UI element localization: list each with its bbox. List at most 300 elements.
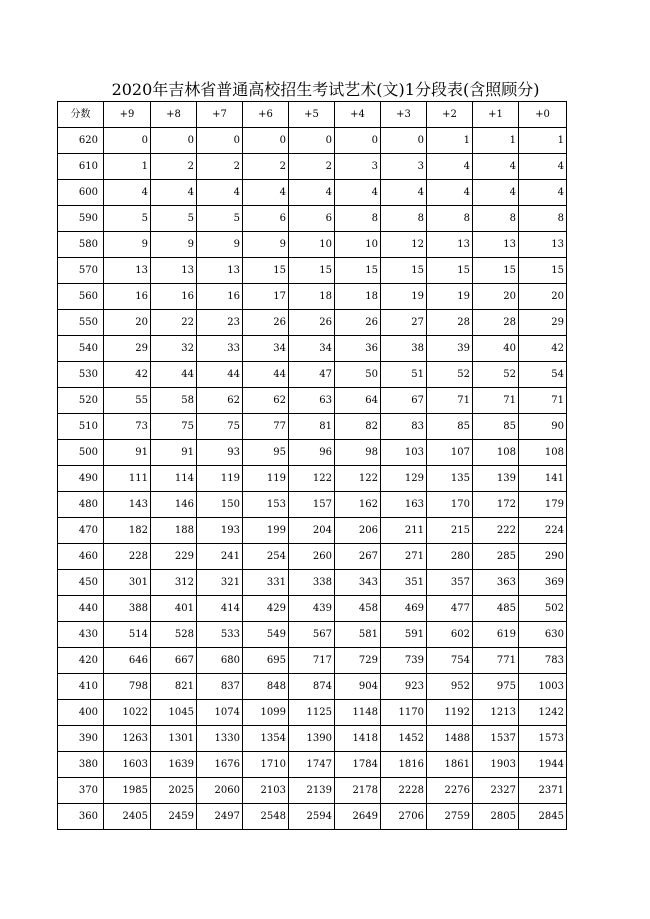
count-cell: 533 <box>197 622 243 648</box>
count-cell: 8 <box>473 206 519 232</box>
count-cell: 15 <box>427 258 473 284</box>
count-cell: 9 <box>197 232 243 258</box>
count-cell: 50 <box>335 362 381 388</box>
count-cell: 52 <box>473 362 519 388</box>
column-header-offset: +2 <box>427 102 473 128</box>
table-row <box>58 570 567 596</box>
count-cell: 783 <box>519 648 567 674</box>
count-cell: 848 <box>243 674 289 700</box>
count-cell: 62 <box>243 388 289 414</box>
count-cell: 567 <box>289 622 335 648</box>
table-row <box>58 622 567 648</box>
count-cell: 429 <box>243 596 289 622</box>
table-row <box>58 154 567 180</box>
count-cell: 729 <box>335 648 381 674</box>
count-cell: 26 <box>243 310 289 336</box>
count-cell: 338 <box>289 570 335 596</box>
table-row <box>58 232 567 258</box>
count-cell: 2060 <box>197 778 243 804</box>
count-cell: 1242 <box>519 700 567 726</box>
count-cell: 528 <box>151 622 197 648</box>
count-cell: 821 <box>151 674 197 700</box>
count-cell: 3 <box>381 154 427 180</box>
table-row <box>58 336 567 362</box>
score-cell: 440 <box>58 596 104 622</box>
count-cell: 581 <box>335 622 381 648</box>
score-cell: 450 <box>58 570 104 596</box>
count-cell: 280 <box>427 544 473 570</box>
column-header-offset: +8 <box>151 102 197 128</box>
table-row <box>58 804 567 830</box>
count-cell: 837 <box>197 674 243 700</box>
count-cell: 51 <box>381 362 427 388</box>
score-cell: 510 <box>58 414 104 440</box>
count-cell: 0 <box>335 128 381 154</box>
count-cell: 4 <box>427 180 473 206</box>
count-cell: 975 <box>473 674 519 700</box>
count-cell: 15 <box>519 258 567 284</box>
count-cell: 13 <box>197 258 243 284</box>
count-cell: 222 <box>473 518 519 544</box>
score-cell: 580 <box>58 232 104 258</box>
column-header-offset: +7 <box>197 102 243 128</box>
count-cell: 0 <box>104 128 151 154</box>
column-header-offset: +5 <box>289 102 335 128</box>
count-cell: 6 <box>289 206 335 232</box>
count-cell: 4 <box>243 180 289 206</box>
count-cell: 1985 <box>104 778 151 804</box>
count-cell: 2 <box>289 154 335 180</box>
count-cell: 2276 <box>427 778 473 804</box>
count-cell: 4 <box>473 180 519 206</box>
count-cell: 8 <box>381 206 427 232</box>
count-cell: 64 <box>335 388 381 414</box>
count-cell: 502 <box>519 596 567 622</box>
count-cell: 13 <box>427 232 473 258</box>
score-cell: 600 <box>58 180 104 206</box>
count-cell: 477 <box>427 596 473 622</box>
count-cell: 4 <box>104 180 151 206</box>
count-cell: 13 <box>473 232 519 258</box>
count-cell: 1022 <box>104 700 151 726</box>
column-header-offset: +4 <box>335 102 381 128</box>
column-header-offset: +1 <box>473 102 519 128</box>
table-row <box>58 388 567 414</box>
count-cell: 15 <box>335 258 381 284</box>
count-cell: 469 <box>381 596 427 622</box>
count-cell: 630 <box>519 622 567 648</box>
count-cell: 71 <box>519 388 567 414</box>
table-row <box>58 778 567 804</box>
score-cell: 400 <box>58 700 104 726</box>
count-cell: 44 <box>197 362 243 388</box>
count-cell: 0 <box>289 128 335 154</box>
count-cell: 1603 <box>104 752 151 778</box>
count-cell: 39 <box>427 336 473 362</box>
count-cell: 2497 <box>197 804 243 830</box>
column-header-score: 分数 <box>58 102 104 128</box>
count-cell: 90 <box>519 414 567 440</box>
score-cell: 380 <box>58 752 104 778</box>
table-row <box>58 414 567 440</box>
count-cell: 81 <box>289 414 335 440</box>
count-cell: 8 <box>427 206 473 232</box>
table-row <box>58 466 567 492</box>
count-cell: 485 <box>473 596 519 622</box>
count-cell: 141 <box>519 466 567 492</box>
count-cell: 2327 <box>473 778 519 804</box>
score-cell: 390 <box>58 726 104 752</box>
table-row <box>58 674 567 700</box>
count-cell: 2845 <box>519 804 567 830</box>
count-cell: 1354 <box>243 726 289 752</box>
score-cell: 410 <box>58 674 104 700</box>
count-cell: 1816 <box>381 752 427 778</box>
count-cell: 1537 <box>473 726 519 752</box>
count-cell: 1418 <box>335 726 381 752</box>
score-cell: 490 <box>58 466 104 492</box>
count-cell: 42 <box>104 362 151 388</box>
count-cell: 1 <box>104 154 151 180</box>
count-cell: 26 <box>289 310 335 336</box>
count-cell: 1390 <box>289 726 335 752</box>
count-cell: 1170 <box>381 700 427 726</box>
score-cell: 370 <box>58 778 104 804</box>
count-cell: 15 <box>473 258 519 284</box>
count-cell: 111 <box>104 466 151 492</box>
count-cell: 32 <box>151 336 197 362</box>
count-cell: 199 <box>243 518 289 544</box>
count-cell: 10 <box>335 232 381 258</box>
column-header-offset: +3 <box>381 102 427 128</box>
count-cell: 119 <box>243 466 289 492</box>
count-cell: 19 <box>381 284 427 310</box>
count-cell: 83 <box>381 414 427 440</box>
count-cell: 6 <box>243 206 289 232</box>
count-cell: 122 <box>335 466 381 492</box>
count-cell: 1213 <box>473 700 519 726</box>
score-cell: 420 <box>58 648 104 674</box>
count-cell: 369 <box>519 570 567 596</box>
count-cell: 923 <box>381 674 427 700</box>
count-cell: 514 <box>104 622 151 648</box>
count-cell: 874 <box>289 674 335 700</box>
count-cell: 0 <box>151 128 197 154</box>
count-cell: 146 <box>151 492 197 518</box>
count-cell: 139 <box>473 466 519 492</box>
count-cell: 2649 <box>335 804 381 830</box>
count-cell: 2459 <box>151 804 197 830</box>
count-cell: 36 <box>335 336 381 362</box>
table-row <box>58 544 567 570</box>
count-cell: 82 <box>335 414 381 440</box>
count-cell: 4 <box>427 154 473 180</box>
table-row <box>58 362 567 388</box>
count-cell: 170 <box>427 492 473 518</box>
count-cell: 103 <box>381 440 427 466</box>
count-cell: 754 <box>427 648 473 674</box>
count-cell: 129 <box>381 466 427 492</box>
count-cell: 798 <box>104 674 151 700</box>
score-cell: 530 <box>58 362 104 388</box>
count-cell: 13 <box>519 232 567 258</box>
table-row <box>58 310 567 336</box>
count-cell: 228 <box>104 544 151 570</box>
count-cell: 2548 <box>243 804 289 830</box>
count-cell: 13 <box>151 258 197 284</box>
count-cell: 4 <box>519 180 567 206</box>
table-row <box>58 180 567 206</box>
count-cell: 229 <box>151 544 197 570</box>
count-cell: 0 <box>197 128 243 154</box>
count-cell: 179 <box>519 492 567 518</box>
count-cell: 13 <box>104 258 151 284</box>
count-cell: 16 <box>104 284 151 310</box>
count-cell: 363 <box>473 570 519 596</box>
count-cell: 143 <box>104 492 151 518</box>
count-cell: 211 <box>381 518 427 544</box>
count-cell: 108 <box>519 440 567 466</box>
count-cell: 162 <box>335 492 381 518</box>
count-cell: 38 <box>381 336 427 362</box>
count-cell: 22 <box>151 310 197 336</box>
table-row <box>58 206 567 232</box>
table-row <box>58 492 567 518</box>
table-row <box>58 258 567 284</box>
count-cell: 351 <box>381 570 427 596</box>
count-cell: 12 <box>381 232 427 258</box>
count-cell: 1747 <box>289 752 335 778</box>
count-cell: 157 <box>289 492 335 518</box>
count-cell: 4 <box>381 180 427 206</box>
count-cell: 1330 <box>197 726 243 752</box>
count-cell: 73 <box>104 414 151 440</box>
table-row <box>58 518 567 544</box>
score-cell: 620 <box>58 128 104 154</box>
count-cell: 62 <box>197 388 243 414</box>
count-cell: 27 <box>381 310 427 336</box>
count-cell: 1 <box>519 128 567 154</box>
count-cell: 42 <box>519 336 567 362</box>
count-cell: 1861 <box>427 752 473 778</box>
count-cell: 4 <box>151 180 197 206</box>
count-cell: 739 <box>381 648 427 674</box>
count-cell: 71 <box>473 388 519 414</box>
count-cell: 1944 <box>519 752 567 778</box>
count-cell: 52 <box>427 362 473 388</box>
table-row <box>58 700 567 726</box>
score-cell: 540 <box>58 336 104 362</box>
count-cell: 23 <box>197 310 243 336</box>
count-cell: 16 <box>197 284 243 310</box>
count-cell: 91 <box>151 440 197 466</box>
count-cell: 119 <box>197 466 243 492</box>
table-row <box>58 648 567 674</box>
table-row <box>58 440 567 466</box>
count-cell: 591 <box>381 622 427 648</box>
count-cell: 34 <box>289 336 335 362</box>
count-cell: 4 <box>519 154 567 180</box>
count-cell: 114 <box>151 466 197 492</box>
score-cell: 590 <box>58 206 104 232</box>
count-cell: 95 <box>243 440 289 466</box>
count-cell: 695 <box>243 648 289 674</box>
count-cell: 17 <box>243 284 289 310</box>
count-cell: 1903 <box>473 752 519 778</box>
table-body <box>58 128 567 830</box>
count-cell: 153 <box>243 492 289 518</box>
count-cell: 47 <box>289 362 335 388</box>
count-cell: 5 <box>104 206 151 232</box>
count-cell: 44 <box>243 362 289 388</box>
count-cell: 1639 <box>151 752 197 778</box>
count-cell: 2805 <box>473 804 519 830</box>
count-cell: 4 <box>473 154 519 180</box>
count-cell: 458 <box>335 596 381 622</box>
count-cell: 26 <box>335 310 381 336</box>
count-cell: 549 <box>243 622 289 648</box>
count-cell: 301 <box>104 570 151 596</box>
count-cell: 2706 <box>381 804 427 830</box>
count-cell: 388 <box>104 596 151 622</box>
count-cell: 4 <box>335 180 381 206</box>
count-cell: 16 <box>151 284 197 310</box>
table-row <box>58 596 567 622</box>
count-cell: 54 <box>519 362 567 388</box>
score-cell: 550 <box>58 310 104 336</box>
count-cell: 401 <box>151 596 197 622</box>
count-cell: 8 <box>335 206 381 232</box>
count-cell: 0 <box>381 128 427 154</box>
column-header-offset: +9 <box>104 102 151 128</box>
score-cell: 470 <box>58 518 104 544</box>
count-cell: 312 <box>151 570 197 596</box>
count-cell: 285 <box>473 544 519 570</box>
count-cell: 15 <box>289 258 335 284</box>
count-cell: 75 <box>151 414 197 440</box>
count-cell: 135 <box>427 466 473 492</box>
column-header-offset: +0 <box>519 102 567 128</box>
count-cell: 33 <box>197 336 243 362</box>
count-cell: 904 <box>335 674 381 700</box>
table-row <box>58 726 567 752</box>
column-header-offset: +6 <box>243 102 289 128</box>
count-cell: 260 <box>289 544 335 570</box>
count-cell: 321 <box>197 570 243 596</box>
count-cell: 5 <box>197 206 243 232</box>
count-cell: 98 <box>335 440 381 466</box>
count-cell: 19 <box>427 284 473 310</box>
count-cell: 290 <box>519 544 567 570</box>
count-cell: 1573 <box>519 726 567 752</box>
count-cell: 1 <box>473 128 519 154</box>
count-cell: 55 <box>104 388 151 414</box>
count-cell: 20 <box>519 284 567 310</box>
score-cell: 500 <box>58 440 104 466</box>
count-cell: 2759 <box>427 804 473 830</box>
count-cell: 18 <box>289 284 335 310</box>
count-cell: 172 <box>473 492 519 518</box>
count-cell: 667 <box>151 648 197 674</box>
count-cell: 646 <box>104 648 151 674</box>
count-cell: 1074 <box>197 700 243 726</box>
count-cell: 1263 <box>104 726 151 752</box>
count-cell: 1488 <box>427 726 473 752</box>
count-cell: 267 <box>335 544 381 570</box>
header-row <box>58 102 567 128</box>
count-cell: 58 <box>151 388 197 414</box>
score-cell: 460 <box>58 544 104 570</box>
count-cell: 1003 <box>519 674 567 700</box>
count-cell: 1148 <box>335 700 381 726</box>
count-cell: 67 <box>381 388 427 414</box>
count-cell: 96 <box>289 440 335 466</box>
count-cell: 0 <box>243 128 289 154</box>
score-cell: 570 <box>58 258 104 284</box>
count-cell: 206 <box>335 518 381 544</box>
count-cell: 2178 <box>335 778 381 804</box>
count-cell: 28 <box>473 310 519 336</box>
count-cell: 241 <box>197 544 243 570</box>
count-cell: 952 <box>427 674 473 700</box>
count-cell: 1676 <box>197 752 243 778</box>
count-cell: 2 <box>243 154 289 180</box>
count-cell: 15 <box>381 258 427 284</box>
score-cell: 610 <box>58 154 104 180</box>
count-cell: 2 <box>197 154 243 180</box>
count-cell: 9 <box>243 232 289 258</box>
count-cell: 357 <box>427 570 473 596</box>
count-cell: 680 <box>197 648 243 674</box>
count-cell: 71 <box>427 388 473 414</box>
count-cell: 75 <box>197 414 243 440</box>
count-cell: 619 <box>473 622 519 648</box>
count-cell: 414 <box>197 596 243 622</box>
count-cell: 85 <box>427 414 473 440</box>
count-cell: 2 <box>151 154 197 180</box>
count-cell: 343 <box>335 570 381 596</box>
score-cell: 480 <box>58 492 104 518</box>
count-cell: 771 <box>473 648 519 674</box>
count-cell: 5 <box>151 206 197 232</box>
count-cell: 93 <box>197 440 243 466</box>
score-distribution-table <box>57 101 567 830</box>
table-row <box>58 128 567 154</box>
count-cell: 108 <box>473 440 519 466</box>
count-cell: 4 <box>289 180 335 206</box>
count-cell: 2405 <box>104 804 151 830</box>
count-cell: 2371 <box>519 778 567 804</box>
count-cell: 2594 <box>289 804 335 830</box>
score-cell: 360 <box>58 804 104 830</box>
count-cell: 4 <box>197 180 243 206</box>
count-cell: 34 <box>243 336 289 362</box>
score-cell: 520 <box>58 388 104 414</box>
count-cell: 193 <box>197 518 243 544</box>
count-cell: 163 <box>381 492 427 518</box>
count-cell: 1301 <box>151 726 197 752</box>
count-cell: 29 <box>519 310 567 336</box>
count-cell: 40 <box>473 336 519 362</box>
count-cell: 107 <box>427 440 473 466</box>
count-cell: 215 <box>427 518 473 544</box>
count-cell: 1099 <box>243 700 289 726</box>
count-cell: 20 <box>473 284 519 310</box>
count-cell: 3 <box>335 154 381 180</box>
count-cell: 10 <box>289 232 335 258</box>
count-cell: 2103 <box>243 778 289 804</box>
count-cell: 28 <box>427 310 473 336</box>
